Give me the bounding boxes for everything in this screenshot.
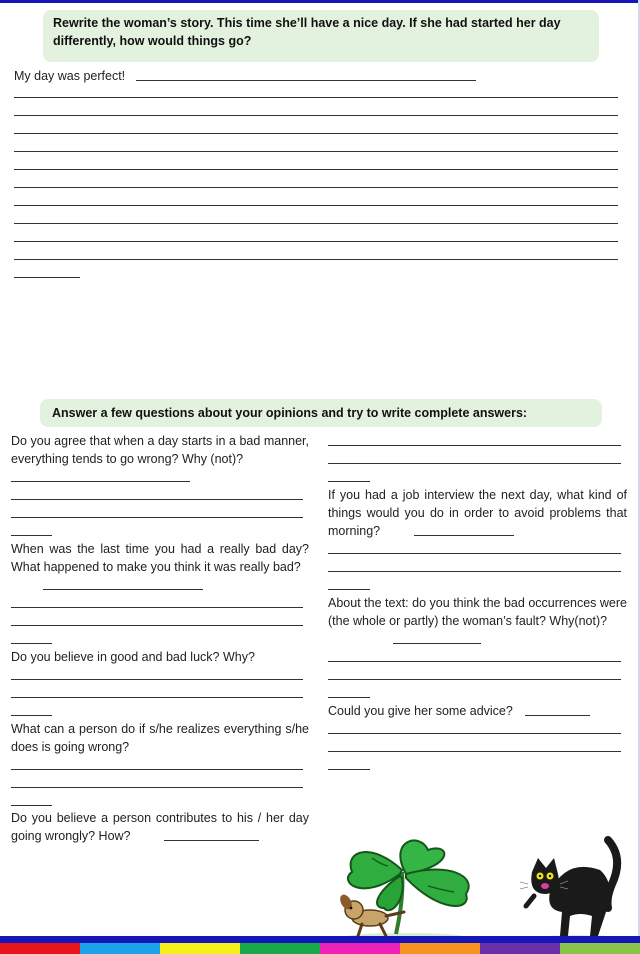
story-starter: My day was perfect! bbox=[14, 69, 126, 83]
four-leaf-clover-image bbox=[332, 836, 482, 942]
opinion-instruction: Answer a few questions about your opinions and try to write complete answers: bbox=[52, 406, 528, 420]
question-3: Do you believe in good and bad luck? Why? bbox=[11, 650, 255, 664]
question-6: If you had a job interview the next day, what kind of things would you do in order to avoid problems that morning? bbox=[328, 488, 627, 538]
question-4: What can a person do if s/he realizes everything s/he does is going wrong? bbox=[11, 722, 309, 754]
bottom-border bbox=[0, 936, 640, 943]
question-5: Do you believe a person contributes to his / her day going wrongly? How? bbox=[11, 811, 309, 843]
rewrite-instruction: Rewrite the woman’s story. This time she’ll have a nice day. If she had started her day differently, how would things go? bbox=[53, 16, 561, 48]
question-7: About the text: do you think the bad occurrences were (the whole or partly) the woman’s fault? Why(not)? bbox=[328, 596, 627, 628]
rewrite-instruction-box bbox=[43, 10, 599, 62]
stripe-orange bbox=[400, 943, 480, 954]
question-2: When was the last time you had a really bad day? What happened to make you think it was really bad? bbox=[11, 542, 309, 574]
black-cat-image bbox=[520, 832, 630, 942]
stripe-green bbox=[240, 943, 320, 954]
question-1: Do you agree that when a day starts in a bad manner, everything tends to go wrong? Why (not)? bbox=[11, 434, 309, 466]
stripe-lime bbox=[560, 943, 640, 954]
bottom-color-strip bbox=[0, 936, 640, 954]
stripe-red bbox=[0, 943, 80, 954]
question-5-answer-line[interactable] bbox=[164, 840, 259, 841]
opinion-instruction-box bbox=[40, 399, 602, 427]
story-answer-line[interactable] bbox=[136, 80, 476, 81]
question-8: Could you give her some advice? bbox=[328, 704, 513, 718]
stripe-yellow bbox=[160, 943, 240, 954]
stripe-blue bbox=[80, 943, 160, 954]
rainbow-stripe bbox=[0, 943, 640, 954]
top-border bbox=[0, 0, 640, 3]
stripe-magenta bbox=[320, 943, 400, 954]
stripe-purple bbox=[480, 943, 560, 954]
